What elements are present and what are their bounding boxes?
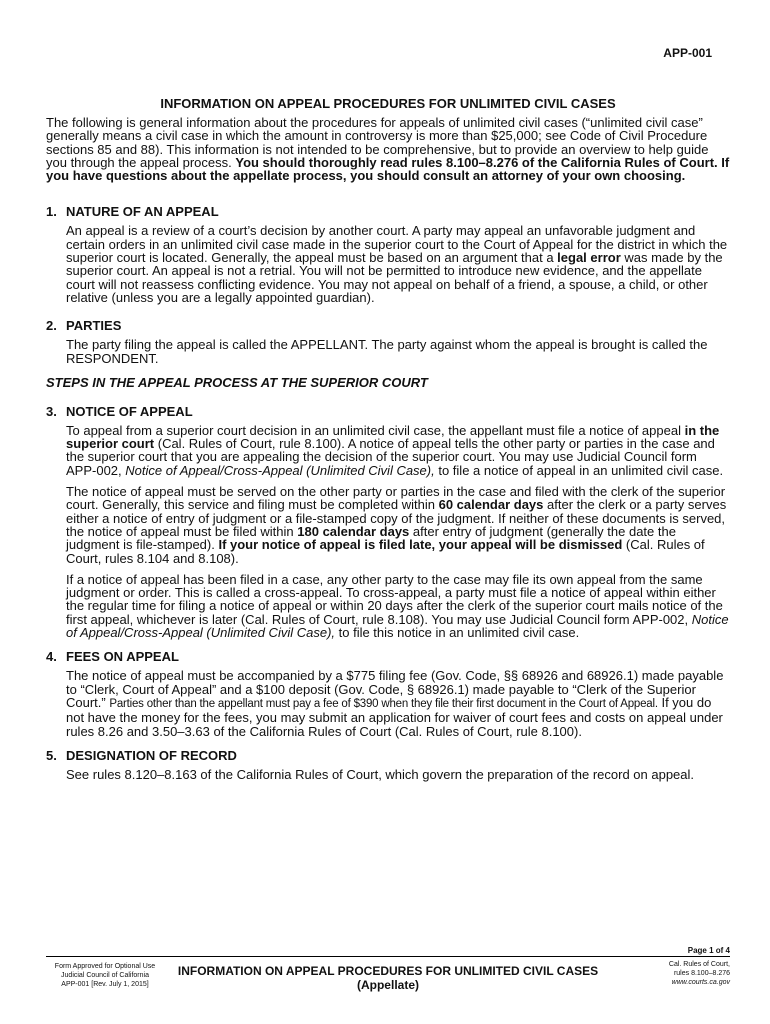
text-run: If a notice of appeal has been filed in a case, any other party to the case may file its own appeal from the same judgment or order. This is called a cross-appeal. To cross-appeal, a party must file a notice of appeal within either the regular time for filing a notice of appeal or within 20 days after the clerk of the superior court mails notice of the first appeal, whichever is later (Cal. Rules of Court, rule 8.108). You may use Judicial Council form APP-002, — [66, 571, 723, 627]
footer-left-line: Judicial Council of California — [61, 972, 149, 979]
text-run: (Cal. Rules of Court, rules 8.104 and 8.108). — [66, 537, 705, 566]
footer-title — [46, 964, 730, 992]
text-run: (Cal. Rules of Court, rule 8.100). A notice of appeal tells the other party or parties in the case and the superior court that you are appealing the decision of the superior court. You may use Judicial Council form APP-002, — [66, 436, 715, 478]
text-run: after the clerk or a party serves either a notice of entry of judgment or a file-stamped copy of the judgment. If neither of these documents is served, the notice of appeal must be filed within — [66, 497, 727, 539]
section-text — [46, 224, 730, 304]
section-title: DESIGNATION OF RECORD — [66, 747, 237, 763]
bold-run: in the superior court — [66, 422, 720, 452]
section-number: 2. — [46, 318, 57, 334]
section-text: See rules 8.120–8.163 of the California Rules of Court, which govern the preparation of the record on appeal. — [66, 766, 695, 782]
section-number: 4. — [46, 649, 57, 665]
condensed-text-run: Parties other than the appellant must pay a fee of $390 when they file their first document in the Court of Appeal. — [109, 697, 658, 710]
section-title: FEES ON APPEAL — [66, 649, 179, 665]
section-number: 1. — [46, 204, 57, 220]
section-text — [46, 669, 730, 737]
footer-left-line: APP-001 [Rev. July 1, 2015] — [61, 981, 149, 988]
text-run: was made by the superior court. An appeal is not a retrial. You will not be permitted to introduce new evidence, and the appellate court will not reassess conflicting evidence. You may not appeal on behalf of a friend, a spouse, a child, or other relative (unless you are a legally appointed guardian). — [66, 250, 723, 305]
section-heading — [46, 204, 730, 219]
text-run: after entry of judgment (generally the date the judgment is file-stamped). — [66, 523, 676, 553]
section-heading — [46, 748, 730, 763]
text-run: The notice of appeal must be accompanied by a $775 filing fee (Gov. Code, §§ 68926 and 68926.1) made payable to “Clerk, Court of Appeal” and a $100 deposit (Gov. Code, § 68926.1) made payable to “Clerk of the Superior Court.” — [66, 668, 724, 710]
section-title: NOTICE OF APPEAL — [66, 403, 193, 419]
footer-left-line: Form Approved for Optional Use — [54, 963, 156, 970]
section-heading — [46, 649, 730, 664]
footer-references — [669, 960, 730, 987]
notice-paragraph-3 — [46, 573, 730, 639]
bold-run: legal error — [557, 250, 621, 266]
page-title: INFORMATION ON APPEAL PROCEDURES FOR UNLIMITED CIVIL CASES — [160, 96, 616, 111]
section-heading — [46, 318, 730, 333]
document-body — [46, 96, 730, 791]
section-title: PARTIES — [66, 318, 122, 334]
notice-paragraph-2 — [46, 485, 730, 565]
bold-run: 60 calendar days — [438, 497, 544, 513]
section-nature-of-appeal — [46, 204, 730, 304]
section-number: 5. — [46, 747, 57, 763]
section-notice-of-appeal — [46, 404, 730, 639]
section-designation-of-record — [46, 748, 730, 781]
bold-run: 180 calendar days — [297, 523, 410, 539]
footer-website: www.courts.ca.gov — [671, 979, 730, 986]
footer-title-line: INFORMATION ON APPEAL PROCEDURES FOR UNLIMITED CIVIL CASES — [177, 964, 599, 978]
text-run: To appeal from a superior court decision in an unlimited civil case, the appellant must file a notice of appeal — [66, 422, 685, 438]
notice-paragraph-1 — [46, 424, 730, 477]
section-text: The party filing the appeal is called the APPELLANT. The party against whom the appeal is brought is called the RESPONDENT. — [66, 337, 708, 366]
form-number: APP-001 — [663, 46, 712, 60]
footer-right-line: rules 8.100–8.276 — [673, 970, 730, 977]
bold-run: If your notice of appeal is filed late, your appeal will be dismissed — [218, 537, 623, 553]
intro-bold-text: You should thoroughly read rules 8.100–8.276 of the California Rules of Court. If you have questions about the appellate process, you should consult an attorney of your own choosing. — [46, 154, 730, 184]
section-title: NATURE OF AN APPEAL — [66, 204, 219, 220]
footer-subtitle: (Appellate) — [356, 978, 419, 992]
section-fees-on-appeal — [46, 649, 730, 737]
form-title-italic: Notice of Appeal/Cross-Appeal (Unlimited Civil Case), — [125, 462, 435, 478]
text-run: If you do not have the money for the fees, you may submit an application for waiver of court fees and costs on appeal under rules 8.26 and 3.50–3.63 of the California Rules of Court (Cal. Rules of Court, rule 8.100). — [66, 694, 723, 739]
footer-right-line: Cal. Rules of Court, — [668, 961, 730, 968]
form-title-italic: Notice of Appeal/Cross-Appeal (Unlimited Civil Case), — [66, 611, 729, 641]
text-run: The notice of appeal must be served on the other party or parties in the case and filed with the clerk of the superior court. Generally, this service and filing must be completed within — [66, 484, 726, 513]
text-run: to file this notice in an unlimited civil case. — [335, 625, 580, 641]
text-run: to file a notice of appeal in an unlimited civil case. — [434, 462, 724, 478]
text-run: An appeal is a review of a court’s decision by another court. A party may appeal an unfavorable judgment and certain orders in an unlimited civil case made in the superior court to the Court of Appeal for the district in which the superior court is located. Generally, the appeal must be based on an argument that a — [66, 223, 728, 266]
intro-paragraph — [46, 116, 730, 182]
section-heading — [46, 404, 730, 419]
page-number: Page 1 of 4 — [687, 946, 730, 955]
steps-heading: STEPS IN THE APPEAL PROCESS AT THE SUPERIOR COURT — [46, 374, 428, 390]
footer-divider — [46, 956, 730, 957]
section-parties — [46, 318, 730, 365]
section-number: 3. — [46, 403, 57, 419]
intro-text: The following is general information about the procedures for appeals of unlimited civil cases (“unlimited civil case” generally means a civil case in which the amount in controversy is more than $25,000; see Code of Civil Procedure sections 85 and 88). This information is not intended to be comprehensive, but to provide an overview to help guide you through the appeal process. — [46, 115, 709, 170]
